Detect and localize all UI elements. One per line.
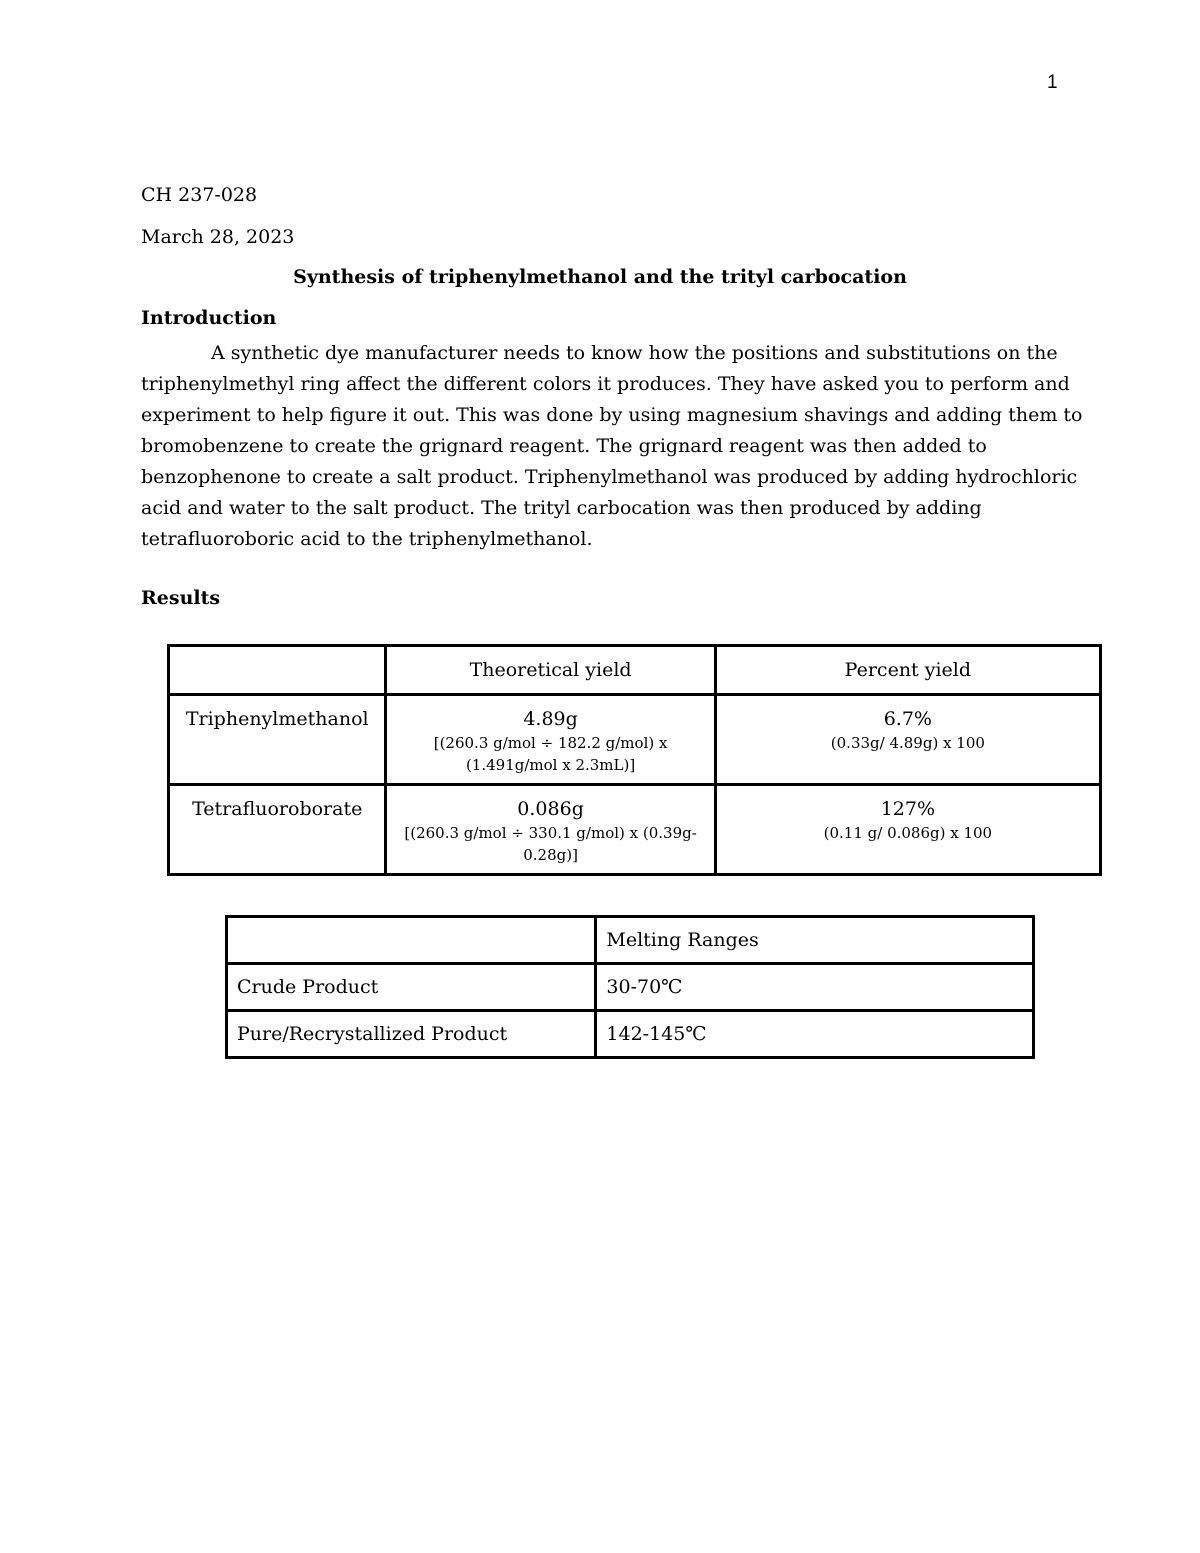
percent-cell [715, 695, 1100, 785]
theoretical-cell [386, 785, 715, 875]
header-cell-percent: Percent yield [715, 646, 1100, 695]
row-label: Pure/Recrystallized Product [227, 1011, 596, 1058]
report-date: March 28, 2023 [141, 226, 295, 248]
introduction-paragraph [141, 338, 1081, 555]
theoretical-cell [386, 695, 715, 785]
table-header-row [227, 917, 1034, 964]
header-cell-empty [227, 917, 596, 964]
yield-table [167, 644, 1102, 876]
paragraph-line: tetrafluoroboric acid to the triphenylmethanol. [141, 528, 593, 550]
introduction-heading: Introduction [141, 307, 277, 329]
theoretical-value: 0.086g [517, 798, 584, 820]
row-label: Crude Product [227, 964, 596, 1011]
theoretical-calculation: [(260.3 g/mol ÷ 182.2 g/mol) x (1.491g/mol x 2.3mL)] [433, 734, 668, 774]
paragraph-line: triphenylmethyl ring affect the different colors it produces. They have asked you to perform and [141, 373, 1070, 395]
header-cell-melting-ranges: Melting Ranges [596, 917, 1034, 964]
theoretical-calculation: [(260.3 g/mol ÷ 330.1 g/mol) x (0.39g- 0.28g)] [404, 824, 697, 864]
results-heading: Results [141, 587, 221, 609]
table-row [169, 695, 1101, 785]
table-row [227, 1011, 1034, 1058]
page-number: 1 [1047, 72, 1058, 93]
melting-range-value: 30-70℃ [596, 964, 1034, 1011]
table-row [227, 964, 1034, 1011]
percent-calculation: (0.33g/ 4.89g) x 100 [830, 734, 985, 752]
theoretical-value: 4.89g [523, 708, 578, 730]
melting-range-value: 142-145℃ [596, 1011, 1034, 1058]
paragraph-line: experiment to help figure it out. This was done by using magnesium shavings and adding them to [141, 404, 1083, 426]
melting-range-table [225, 915, 1035, 1059]
table-row [169, 785, 1101, 875]
header-cell-empty [169, 646, 386, 695]
percent-value: 6.7% [883, 708, 932, 730]
course-code: CH 237-028 [141, 184, 258, 206]
row-label-text: Triphenylmethanol [185, 708, 369, 730]
paragraph-line: bromobenzene to create the grignard reagent. The grignard reagent was then added to [141, 435, 987, 457]
percent-calculation: (0.11 g/ 0.086g) x 100 [823, 824, 993, 842]
percent-value: 127% [880, 798, 936, 820]
row-label [169, 695, 386, 785]
paragraph-line: A synthetic dye manufacturer needs to know how the positions and substitutions on the [211, 342, 1058, 364]
header-cell-theoretical: Theoretical yield [386, 646, 715, 695]
document-title: Synthesis of triphenylmethanol and the trityl carbocation [293, 266, 907, 288]
table-header-row [169, 646, 1101, 695]
paragraph-line: benzophenone to create a salt product. Triphenylmethanol was produced by adding hydrochloric [141, 466, 1078, 488]
paragraph-line: acid and water to the salt product. The trityl carbocation was then produced by adding [141, 497, 982, 519]
row-label [169, 785, 386, 875]
percent-cell [715, 785, 1100, 875]
row-label-text: Tetrafluoroborate [192, 798, 363, 820]
